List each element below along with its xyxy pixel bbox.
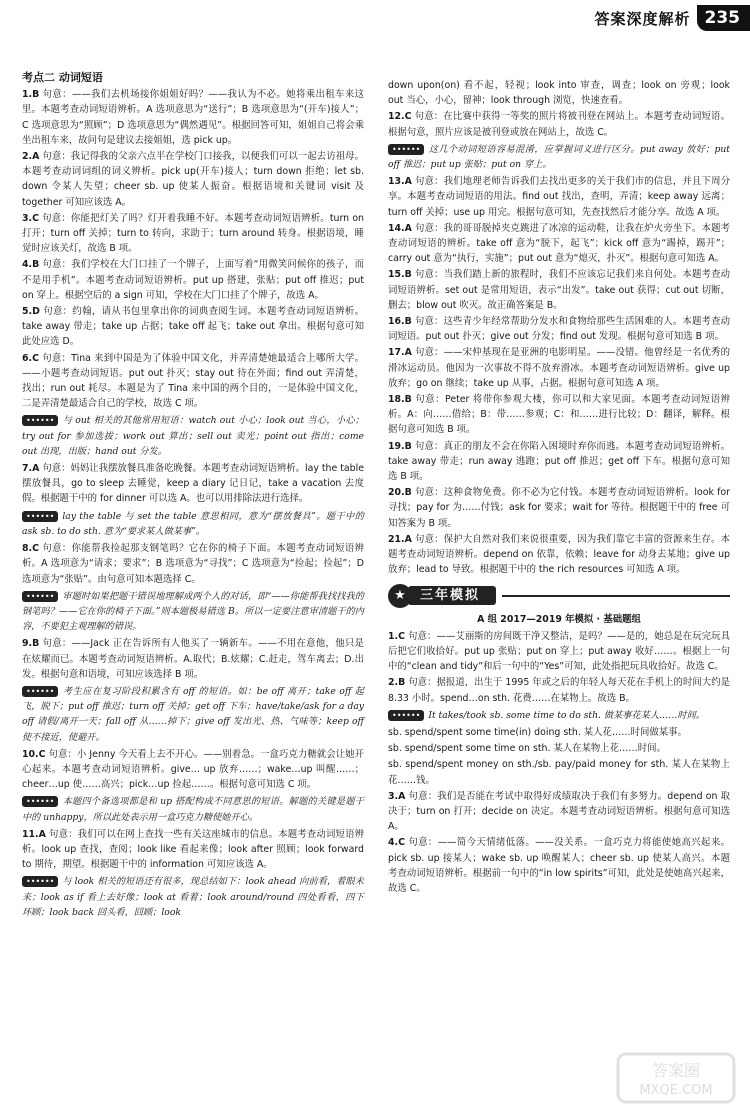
- svg-text:答案圈: 答案圈: [651, 1061, 701, 1080]
- answer-item: [22, 257, 364, 303]
- answer-item: [22, 87, 364, 148]
- answer-text: 句意：Tina 来到中国是为了体验中国文化，并弄清楚她最适合上哪所大学。——小题考查动词短语。put out 扑灭；stay out 待在外面；find out 弄清楚，找出；run out 耗尽。本题是为了 Tina 来中国的两个目的，一是体验中国文化，二是弄清楚最适合自己的学校，故选 C 项。: [22, 352, 364, 410]
- tip-text: It takes/took sb. some time to do sth. 做某事花某人……时间。: [428, 709, 705, 721]
- tip-note: [22, 589, 364, 635]
- answer-number: 8.C: [22, 543, 39, 555]
- answer-text: 句意：我们可以在网上查找一些有关这座城市的信息。本题考查动词短语辨析。look up 查找，查阅；look like 看起来像；look after 照顾；look forward to 期待，期望。根据题干中的 information 可知应该选 A。: [22, 828, 364, 871]
- banner-divider: [502, 595, 730, 597]
- answer-item: [388, 267, 730, 313]
- answer-item: [22, 304, 364, 350]
- answer-text: 句意：约翰，请从书包里拿出你的词典查阅生词。本题考查动词短语辨析。take away 带走；take up 占据；take off 起飞；take out 拿出。根据句意可知此处应选 D。: [22, 306, 364, 348]
- answer-text: 句意：据报道，出生于 1995 年或之后的年轻人每天花在手机上的时间大约是 8.33 小时。spend…on sth. 花费……在某物上。故选 B。: [388, 677, 730, 704]
- answer-item: [388, 532, 730, 578]
- tip-badge-icon: ••••••: [22, 415, 58, 426]
- tip-text: 审题时如果把题干错误地理解成两个人的对话，即“——你能帮我找找我的钢笔吗？——它在你的椅子下面。”则本题极易错选 B。所以一定要注意审清题干的内容，不要犯主观理解的错误。: [22, 590, 364, 633]
- answer-number: 16.B: [388, 316, 412, 328]
- tip-note: [22, 509, 364, 539]
- answer-text: 句意：这些青少年经常帮助分发水和食物给那些生活困难的人。本题考查动词短语。put out 扑灭；give out 分发；find out 发现。根据句意可知选 B 项。: [388, 316, 730, 343]
- answer-text: 句意：保护大自然对我们来说很重要，因为我们靠它丰富的资源来生存。本题考查动词短语辨析。depend on 依靠，依赖；leave for 动身去某地；give up 放弃；lead to 导致。根据题干中的 the rich resources 可知选 A 项。: [388, 533, 730, 576]
- answer-item: [388, 174, 730, 220]
- text-line: down upon(on) 看不起，轻视；look into 审查，调查；look on 旁观；look out 当心，小心，留神；look through 浏览，快速查看。: [388, 80, 730, 107]
- answer-number: 17.A: [388, 347, 412, 359]
- tip-note: [22, 413, 364, 459]
- tip-text: 与 out 相关的其他常用短语：watch out 小心；look out 当心，小心；try out for 参加选拔；work out 算出；sell out 卖光；point out 指出；come out 出现，出版；hand out 分发。: [22, 415, 364, 457]
- svg-text:MXQE.COM: MXQE.COM: [639, 1083, 713, 1098]
- tip-text: 与 look 相关的短语还有很多，现总结如下：look ahead 向前看，着眼未来；look as if 看上去好像；look at 看着；look around/round 四处看看，四下环顾；look back 回头看，回顾；look: [22, 876, 364, 918]
- answer-text: 句意：你能帮我捡起那支钢笔吗？它在你的椅子下面。本题考查动词短语辨析。A 选项意为“请求；要求”；B 选项意为“寻找”；C 选项意为“捡起；捡起”；D 选项意为“张贴”。由句意可知本题选择 C。: [22, 543, 364, 585]
- answer-item: [388, 789, 730, 835]
- answer-number: 6.C: [22, 352, 39, 364]
- answer-item: [388, 314, 730, 344]
- answer-text: 句意：在比赛中获得一等奖的照片将被刊登在网站上。本题考查动词短语。根据句意，照片应该是被刊登或放在网站上，故选 C。: [388, 111, 730, 138]
- tip-badge-icon: ••••••: [22, 876, 58, 887]
- answer-number: 2.B: [388, 677, 406, 689]
- answer-item: [388, 221, 730, 267]
- runner-icon: ★: [388, 584, 412, 608]
- tip-badge-icon: ••••••: [22, 796, 58, 807]
- answer-text: 句意：Peter 将带你参观大楼，你可以和大家见面。本题考查动词短语辨析。A：向……借给；B：带……参观；C：和……进行比较；D：翻译，解释。根据句意可知选 B 项。: [388, 394, 730, 436]
- answer-item: [22, 351, 364, 412]
- left-column: [22, 70, 364, 922]
- tip-badge-icon: ••••••: [22, 591, 58, 602]
- tip-note: [22, 684, 364, 745]
- answer-text: 句意：——简今天情绪低落。——没关系。一盒巧克力将能使她高兴起来。pick sb. up 接某人；wake sb. up 唤醒某人；cheer sb. up 使某人高兴。本题考查动词短语辨析。根据前一句中的“in low spirits”可知，此处是使她高兴起来，故选 C。: [388, 837, 730, 894]
- section-banner: [388, 584, 730, 608]
- answer-text: 句意：我们学校在大门口挂了一个牌子，上面写着“用微笑问候你的孩子，而不是用手机”。本题考查动词短语辨析。put up 搭建，张贴；put off 推迟；put on 穿上。根据空后的 a sign 可知，学校在大门口挂了个牌子，故选 A。: [22, 259, 364, 301]
- answer-text: 句意：——艾丽斯的房间既干净又整洁，是吗？——是的，她总是在玩完玩具后把它们收拾好。put up 张贴；put on 穿上；put away 收好……。根据上一句中的“clean and tidy”和后一句中的“Yes”可知，此处指把玩具收拾好。故选 C。: [388, 630, 730, 673]
- answer-text: 句意：你能把灯关了吗？灯开着我睡不好。本题考查动词短语辨析。turn on 打开；turn off 关掉；turn to 转向，求助于；turn around 转身。根据语境，睡觉时应该关灯，故选 B 项。: [22, 212, 364, 255]
- answer-text: 句意：我记得我的父亲六点半在学校门口接我，以便我们可以一起去访祖母。本题考查动词词组的词义辨析。pick up(开车)接人；turn down 拒绝；let sb. down 令某人失望；cheer sb. up 使某人振奋。根据语境和关键词 visit 及 together 可知应该选 A。: [22, 151, 364, 208]
- answer-number: 19.B: [388, 440, 412, 452]
- answer-number: 14.A: [388, 222, 412, 234]
- tip-badge-icon: ••••••: [22, 511, 58, 522]
- page-header: [490, 4, 750, 32]
- answer-number: 12.C: [388, 111, 412, 123]
- banner-label: 三年模拟: [408, 586, 496, 605]
- header-label: 答案深度解析: [594, 9, 691, 28]
- answer-item: [388, 109, 730, 139]
- answer-item: [388, 439, 730, 485]
- answer-text: 句意：——Jack 正在告诉所有人他买了一辆新车。——不用在意他，他只是在炫耀而已。本题考查动词短语辨析。A.取代；B.炫耀；C.赶走，驾车离去；D.出发。根据句意和语境，可知应该选择 B 项。: [22, 638, 364, 680]
- tip-text: lay the table 与 set the table 意思相同，意为“摆放餐具”。题干中的 ask sb. to do sth. 意为“要求某人做某事”。: [22, 510, 364, 537]
- answer-item: [22, 541, 364, 587]
- answer-text: 句意：——我们去机场接你姐姐好吗？——我认为不必。她将乘出租车来这里。本题考查动词短语辨析。A 选项意思为“送行”；B 选项意思为“(开车)接人”；C 选项意思为“照顾”；D 选项意思为“偶然遇见”。根据回答可知，姐姐自己将会乘坐出租车来，故问句是建议去接姐姐，选 pick up。: [22, 89, 364, 146]
- answer-item: [388, 392, 730, 438]
- answer-number: 20.B: [388, 487, 412, 499]
- answer-item: [22, 827, 364, 873]
- answer-number: 3.C: [22, 212, 39, 224]
- answer-item: [22, 747, 364, 793]
- answer-item: [22, 461, 364, 507]
- tip-badge-icon: ••••••: [22, 686, 58, 697]
- answer-number: 4.B: [22, 259, 40, 271]
- answer-text: 句意：我的哥哥脱掉夹克跳进了冰凉的运动鞋，让我在炉火旁坐下。本题考查动词短语的辨析。take off 意为“脱下，起飞”；kick off 意为“踢掉，踢开”；carry out 意为“执行，实施”；put out 意为“熄灭，扑灭”。根据句意可知选 A。: [388, 222, 730, 265]
- tip-text: 考生应在复习阶段积累含有 off 的短语。如：be off 离开；take off 起飞，脱下；put off 推迟；turn off 关掉；get off 下车；have/take/ask for a day off 请假/离开一天；fall off 从……掉下；give off 发出光、热、气味等；keep off 使不接近，使避开。: [22, 685, 364, 743]
- answer-text: 句意：我们是否能在考试中取得好成绩取决于我们有多努力。depend on 取决于；turn on 打开；decide on 决定。本题考查动词短语辨析。根据句意可知选 A。: [388, 790, 730, 833]
- text-line: sb. spend/spent some time(in) doing sth. 某人花……时间做某事。: [388, 726, 687, 738]
- page-number: 235: [697, 5, 750, 31]
- section-title: 考点二 动词短语: [22, 71, 103, 84]
- answer-number: 1.C: [388, 630, 405, 642]
- answer-number: 11.A: [22, 828, 46, 840]
- answer-number: 13.A: [388, 176, 412, 188]
- answer-number: 9.B: [22, 638, 40, 650]
- answer-text: 句意：真正的朋友不会在你陷入困境时弃你而逃。本题考查动词短语辨析。take away 带走；run away 逃跑；put off 推迟；get off 下车。根据句意可知选 B 项。: [388, 440, 730, 483]
- answer-text: 句意：我们地理老师告诉我们去找出更多的关于我们市的信息，并且下周分享。本题考查动词短语的用法。find out 找出，查明，弄清；keep away 远离；turn off 关掉；use up 用完。根据句意可知，先查找然后才能分享。故选 A 项。: [388, 176, 730, 218]
- tip-text: 这几个动词短语容易混淆，应掌握词义进行区分。put away 放好；put off 推迟；put up 张贴；put on 穿上。: [388, 143, 730, 171]
- text-line: sb. spend/spent some time on sth. 某人在某物上花……时间。: [388, 743, 666, 755]
- tip-badge-icon: ••••••: [388, 710, 424, 721]
- answer-number: 18.B: [388, 394, 412, 406]
- answer-item: [22, 211, 364, 257]
- answer-number: 2.A: [22, 151, 40, 163]
- tip-text: 本题四个备选项都是和 up 搭配构成不同意思的短语。解题的关键是题干中的 unhappy，所以此处表示用一盒巧克力糖使她开心。: [22, 796, 364, 823]
- answer-item: [22, 149, 364, 210]
- answer-number: 1.B: [22, 89, 40, 101]
- watermark-logo: [616, 1050, 736, 1106]
- tip-note: [22, 794, 364, 824]
- text-line: sb. spend/spent money on sth./sb. pay/paid money for sth. 某人在某物上花……钱。: [388, 759, 730, 786]
- tip-badge-icon: ••••••: [388, 144, 424, 155]
- answer-text: 句意：妈妈让我摆放餐具准备吃晚餐。本题考查动词短语辨析。lay the table 摆放餐具，go to sleep 去睡觉，keep a diary 记日记，take a vacation 去度假。根据题干中的 for dinner 可以选 A。也可以用排除法进行选择。: [22, 463, 364, 505]
- tip-note: [22, 874, 364, 920]
- answer-item: [388, 485, 730, 531]
- answer-number: 15.B: [388, 269, 412, 281]
- answer-text: 句意：这种食物免费。你不必为它付钱。本题考查动词短语辨析。look for 寻找；pay for 为……付钱；ask for 要求；wait for 等待。根据题干中的 free 可知答案为 B 项。: [388, 487, 730, 529]
- answer-item: [22, 636, 364, 682]
- answer-number: 5.D: [22, 306, 40, 318]
- answer-number: 10.C: [22, 748, 46, 760]
- answer-item: [388, 835, 730, 896]
- answer-number: 21.A: [388, 533, 412, 545]
- right-column: [388, 78, 730, 897]
- answer-number: 4.C: [388, 837, 405, 849]
- answer-text: 句意：小 Jenny 今天看上去不开心。——别着急。一盒巧克力糖就会让她开心起来。本题考查动词短语辨析。give… up 放弃……；wake…up 叫醒……；cheer…up 使……高兴；pick…up 捡起……。根据句意可知选 C 项。: [22, 748, 364, 791]
- answer-item: [388, 629, 730, 675]
- answer-text: 句意：——宋仲基现在是亚洲的电影明星。——没错。他曾经是一名优秀的滑冰运动员。他因为一次事故不得不放弃滑冰。本题考查动词短语辨析。give up 放弃；go on 继续；take up 从事，占据。根据句意可知选 A 项。: [388, 347, 730, 389]
- answer-item: [388, 345, 730, 391]
- group-title: A 组 2017—2019 年模拟 · 基础题组: [477, 613, 641, 625]
- answer-text: 句意：当我们踏上新的旅程时，我们不应该忘记我们来自何处。本题考查动词短语辨析。set out 是常用短语，表示“出发”。take out 获得；cut out 切断，删去；blow out 吹灭。故正确答案是 B。: [388, 269, 730, 311]
- answer-number: 3.A: [388, 790, 406, 802]
- answer-number: 7.A: [22, 463, 40, 475]
- answer-item: [388, 675, 730, 705]
- tip-note: [388, 708, 730, 723]
- tip-note: [388, 142, 730, 172]
